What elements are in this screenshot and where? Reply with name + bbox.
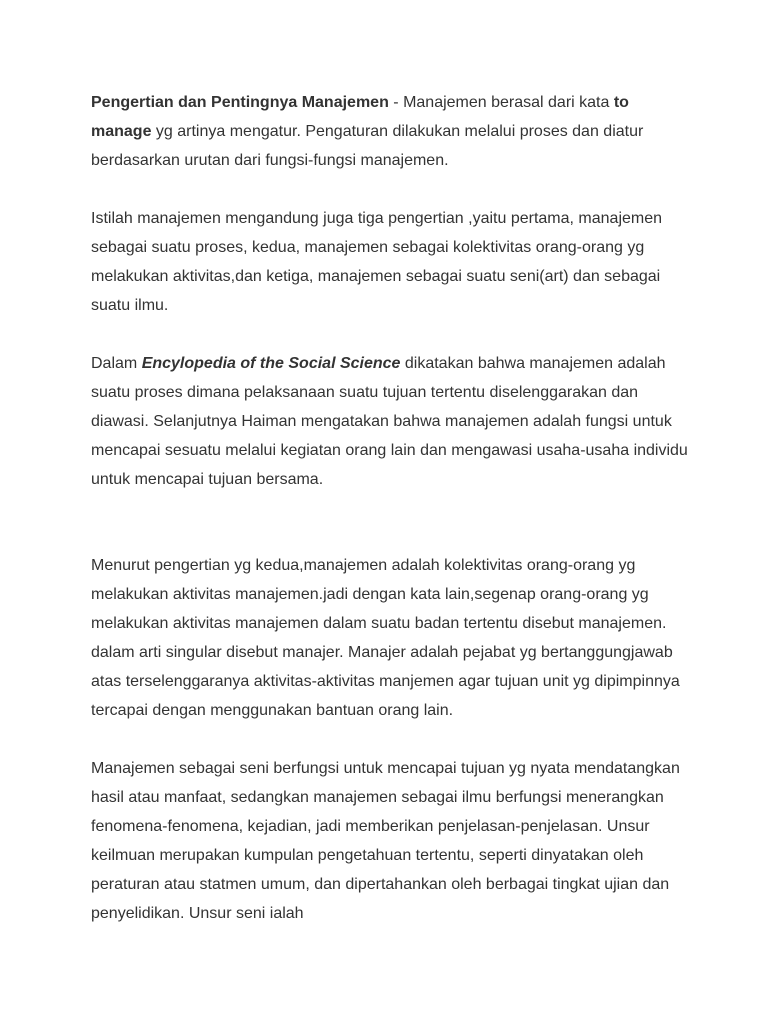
paragraph-encyclopedia bbox=[91, 349, 691, 494]
section-heading: Pengertian dan Pentingnya Manajemen bbox=[91, 94, 389, 111]
paragraph-collectivity: Menurut pengertian yg kedua,manajemen adalah kolektivitas orang-orang yg melakukan aktivitas manajemen.jadi dengan kata lain,segenap orang-orang yg melakukan aktivitas manajemen dalam suatu badan tertentu disebut manajemen. dalam arti singular disebut manajer. Manajer adalah pejabat yg bertanggungjawab atas terselenggaranya aktivitas-aktivitas manjemen agar tujuan unit yg dipimpinnya tercapai dengan menggunakan bantuan orang lain. bbox=[91, 557, 680, 719]
paragraph-art-science: Manajemen sebagai seni berfungsi untuk mencapai tujuan yg nyata mendatangkan hasil atau manfaat, sedangkan manajemen sebagai ilmu berfungsi menerangkan fenomena-fenomena, kejadian, jadi memberikan penjelasan-penjelasan. Unsur keilmuan merupakan kumpulan pengetahuan tertentu, seperti dinyatakan oleh peraturan atau statmen umum, dan dipertahankan oleh berbagai tingkat ujian dan penyelidikan. Unsur seni ialah bbox=[91, 760, 680, 922]
paragraph-text: Dalam bbox=[91, 355, 142, 372]
paragraph-text: dikatakan bahwa manajemen adalah suatu proses dimana pelaksanaan suatu tujuan tertentu diselenggarakan dan diawasi. Selanjutnya Haiman mengatakan bahwa manajemen adalah fungsi untuk mencapai sesuatu melalui kegiatan orang lain dan mengawasi usaha-usaha individu untuk mencapai tujuan bersama. bbox=[91, 355, 688, 488]
document-page bbox=[91, 88, 691, 928]
paragraph-definition bbox=[91, 88, 691, 175]
paragraph-text: yg artinya mengatur. Pengaturan dilakukan melalui proses dan diatur berdasarkan urutan dari fungsi-fungsi manajemen. bbox=[91, 123, 644, 169]
paragraph-text: - Manajemen berasal dari kata bbox=[388, 94, 614, 111]
paragraph-spacer bbox=[91, 725, 691, 754]
emphasis-term: to manage bbox=[91, 94, 629, 140]
paragraph-spacer bbox=[91, 320, 691, 349]
paragraph-spacer bbox=[91, 175, 691, 204]
paragraph-three-meanings: Istilah manajemen mengandung juga tiga pengertian ,yaitu pertama, manajemen sebagai suatu proses, kedua, manajemen sebagai kolektivitas orang-orang yg melakukan aktivitas,dan ketiga, manajemen sebagai suatu seni(art) dan sebagai suatu ilmu. bbox=[91, 210, 663, 314]
source-title: Encylopedia of the Social Science bbox=[141, 355, 401, 372]
paragraph-spacer bbox=[91, 494, 691, 551]
